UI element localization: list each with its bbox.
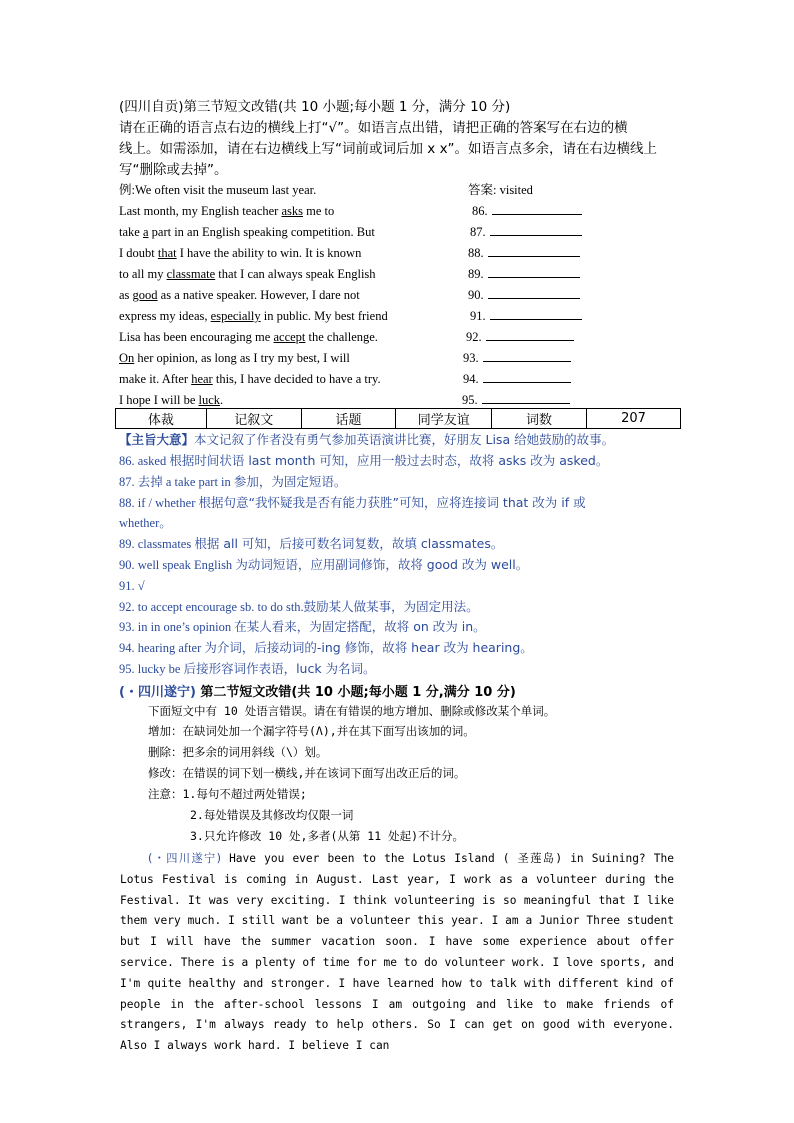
answer-line <box>119 472 346 492</box>
answer-line <box>119 576 145 596</box>
answer-blank[interactable] <box>490 306 582 320</box>
answer-key: 89. classmates <box>119 537 195 552</box>
answer-line <box>119 555 528 575</box>
question-number: 92. <box>466 330 482 344</box>
answer-key: whether。 <box>119 516 172 531</box>
exercise-sentence <box>119 264 376 285</box>
exercise-sentence <box>119 222 375 243</box>
table-cell: 词数 <box>492 409 587 429</box>
answer-explanation: 后接形容词作表语，luck 为名词。 <box>183 661 376 676</box>
exercise-sentence <box>119 306 388 327</box>
language-point: classmate <box>166 267 216 281</box>
summary-line <box>119 430 614 450</box>
answer-line <box>119 597 479 617</box>
table-cell: 207 <box>586 409 680 429</box>
answer-key: 88. if / whether <box>119 495 199 510</box>
exercise-row <box>119 264 639 285</box>
exercise-row <box>119 369 639 390</box>
answer-blank[interactable] <box>490 222 582 236</box>
example-sentence: 例:We often visit the museum last year. <box>119 183 317 197</box>
answer-slot <box>468 285 580 306</box>
language-point: luck <box>198 393 221 407</box>
sentence-text: Lisa has been encouraging me <box>119 330 274 344</box>
answer-slot <box>468 264 580 285</box>
sentence-text: take <box>119 225 143 239</box>
sentence-text: as <box>119 288 133 302</box>
language-point: a <box>142 225 149 239</box>
sentence-text: her opinion, as long as I try my best, I will <box>134 351 350 365</box>
instruction-item: 3.只允许修改 10 处,多者(从第 11 处起)不计分。 <box>190 829 465 843</box>
sentence-text: I hope I will be <box>119 393 199 407</box>
answer-key: 94. hearing after <box>119 641 205 656</box>
section2-title: 第二节短文改错(共 10 小题;每小题 1 分,满分 10 分) <box>195 685 516 700</box>
sentence-text: the challenge. <box>305 330 378 344</box>
sentence-text: that I can always speak English <box>215 267 376 281</box>
language-point: good <box>132 288 158 302</box>
exercise-row <box>119 243 639 264</box>
exercise-row <box>119 201 639 222</box>
answer-blank[interactable] <box>483 369 571 383</box>
answer-explanation: 根据时间状语 last month 可知，应用一般过去时态，故将 asks 改为 asked。 <box>169 453 609 468</box>
instruction-item: 2.每处错误及其修改均仅限一词 <box>190 808 354 822</box>
answer-blank[interactable] <box>488 243 580 257</box>
table-cell: 体裁 <box>116 409 207 429</box>
answer-explanation: 根据句意“我怀疑我是否有能力获胜”可知，应将连接词 that 改为 if 或 <box>198 494 586 510</box>
sentence-text: part in an English speaking competition. But <box>148 225 375 239</box>
example-answer: 答案: visited <box>468 183 533 197</box>
instruction-line: 线上。如需添加，请在右边横线上写“词前或词后加 x x”。如语言点多余，请在右边横线上 <box>119 141 658 157</box>
answer-explanation: 鼓励某人做某事，为固定用法。 <box>303 598 479 614</box>
answer-line <box>119 534 503 554</box>
answer-slot <box>470 306 582 327</box>
exercise-row <box>119 306 639 327</box>
instruction-item: 下面短文中有 10 处语言错误。请在有错误的地方增加、删除或修改某个单词。 <box>148 704 556 718</box>
language-point: especially <box>210 309 261 323</box>
question-number: 95. <box>462 393 478 407</box>
sentence-text: I doubt <box>119 246 158 260</box>
exercise-row <box>119 222 639 243</box>
answer-slot <box>468 243 580 264</box>
answer-explanation: 为动词短语，应用副词修饰，故将 good 改为 well。 <box>235 557 529 572</box>
sentence-text: Last month, my English teacher <box>119 204 282 218</box>
answer-explanation: 为介词，后接动词的-ing 修饰，故将 hear 改为 hearing。 <box>204 640 533 656</box>
sentence-text: I have the ability to win. It is known <box>176 246 362 260</box>
question-number: 93. <box>463 351 479 365</box>
exercise-sentence <box>119 285 360 306</box>
exercise-sentence <box>119 201 334 222</box>
answer-explanation: 在某人看来，为固定搭配，故将 on 改为 in。 <box>234 619 486 635</box>
passage <box>120 849 674 1057</box>
table-row <box>116 409 681 429</box>
summary-text: 本文记叙了作者没有勇气参加英语演讲比赛，好朋友 Lisa 给她鼓励的故事。 <box>194 432 615 447</box>
answer-slot <box>463 348 571 369</box>
exercise-sentence <box>119 243 361 264</box>
answer-blank[interactable] <box>483 348 571 362</box>
section2-source: (・四川遂宁) <box>119 685 196 700</box>
sentence-text: express my ideas, <box>119 309 211 323</box>
question-number: 88. <box>468 246 484 260</box>
answer-blank[interactable] <box>492 201 582 215</box>
question-number: 86. <box>472 204 488 218</box>
table-cell: 同学友谊 <box>396 409 492 429</box>
instruction-line: 请在正确的语言点右边的横线上打“√”。如语言点出错，请把正确的答案写在右边的横 <box>119 120 628 136</box>
sentence-text: me to <box>303 204 335 218</box>
language-point: accept <box>273 330 306 344</box>
question-number: 91. <box>470 309 486 323</box>
exercise-sentence <box>119 327 378 348</box>
question-number: 87. <box>470 225 486 239</box>
answer-line <box>119 451 608 471</box>
exercise-row <box>119 285 639 306</box>
question-number: 89. <box>468 267 484 281</box>
sentence-text: . <box>220 393 224 407</box>
language-point: hear <box>191 372 213 386</box>
exercise-row <box>119 327 639 348</box>
instruction-line: 写“删除或去掉”。 <box>119 162 228 178</box>
instruction-item: 注意：1.每句不超过两处错误; <box>148 787 307 801</box>
question-number: 94. <box>463 372 479 386</box>
answer-line <box>119 513 172 533</box>
section-heading: (四川自贡)第三节短文改错(共 10 小题;每小题 1 分，满分 10 分) <box>119 99 511 115</box>
info-table <box>115 408 681 429</box>
answer-blank[interactable] <box>482 390 570 404</box>
passage-source: (・四川遂宁) <box>148 852 221 865</box>
sentence-text: as a native speaker. However, I dare not <box>157 288 360 302</box>
table-cell: 话题 <box>301 409 396 429</box>
section2-heading <box>119 681 516 700</box>
answer-slot <box>463 369 571 390</box>
sentence-text: to all my <box>119 267 167 281</box>
answer-key: 87. 去掉 a take part in 参加，为固定短语。 <box>119 474 347 489</box>
sentence-text: in public. My best friend <box>260 309 388 323</box>
answer-key: 95. lucky be <box>119 662 184 676</box>
question-number: 90. <box>468 288 484 302</box>
answer-line <box>119 659 376 679</box>
language-point: asks <box>281 204 303 218</box>
sentence-text: make it. After <box>119 372 192 386</box>
answer-slot <box>470 222 582 243</box>
answer-slot <box>466 327 574 348</box>
exercise-sentence <box>119 369 381 390</box>
exercise-sentence <box>119 348 350 369</box>
instruction-item: 增加：在缺词处加一个漏字符号(Λ),并在其下面写出该加的词。 <box>148 724 475 738</box>
answer-line <box>119 493 586 513</box>
instruction-item: 删除：把多余的词用斜线（\）划。 <box>148 745 328 759</box>
answer-blank[interactable] <box>486 327 574 341</box>
answer-blank[interactable] <box>488 285 580 299</box>
answer-line <box>119 638 533 658</box>
answer-key: 91. √ <box>119 578 145 593</box>
answer-key: 93. in in one’s opinion <box>119 620 235 635</box>
example-row <box>119 180 639 201</box>
answer-slot <box>472 201 582 222</box>
answer-key: 86. asked <box>119 454 170 468</box>
table-cell: 记叙文 <box>206 409 301 429</box>
answer-key: 92. to accept encourage sb. to do sth. <box>119 599 304 614</box>
answer-explanation: 根据 all 可知，后接可数名词复数，故填 classmates。 <box>194 536 504 552</box>
exercise-row <box>119 348 639 369</box>
passage-text: Have you ever been to the Lotus Island ( 圣莲岛) in Suining? The Lotus Festival is coming in August. Last year, I work as a volunteer during the Festival. It was very exciting. I think volunteering is so meaningful that I like them very much. I still want be a volunteer this year. I am a Junior Three student but I will have the summer vacation soon. I have some experience about offer service. There is a plenty of time for me to do volunteer work. I love sports, and I'm quite healthy and stronger. I have learned how to talk with different kind of people in the after-school lessons I am outgoing and like to make friends of strangers, I'm always ready to help others. So I can get on good with everyone. Also I always work hard. I believe I can <box>120 852 674 1053</box>
summary-label: 【主旨大意】 <box>119 432 195 447</box>
answer-key: 90. well speak English <box>119 558 236 572</box>
language-point: that <box>157 246 177 260</box>
instruction-item: 修改：在错误的词下划一横线,并在该词下面写出改正后的词。 <box>148 766 466 780</box>
answer-blank[interactable] <box>488 264 580 278</box>
sentence-text: this, I have decided to have a try. <box>212 372 381 386</box>
answer-line <box>119 617 486 637</box>
language-point: On <box>119 351 135 365</box>
